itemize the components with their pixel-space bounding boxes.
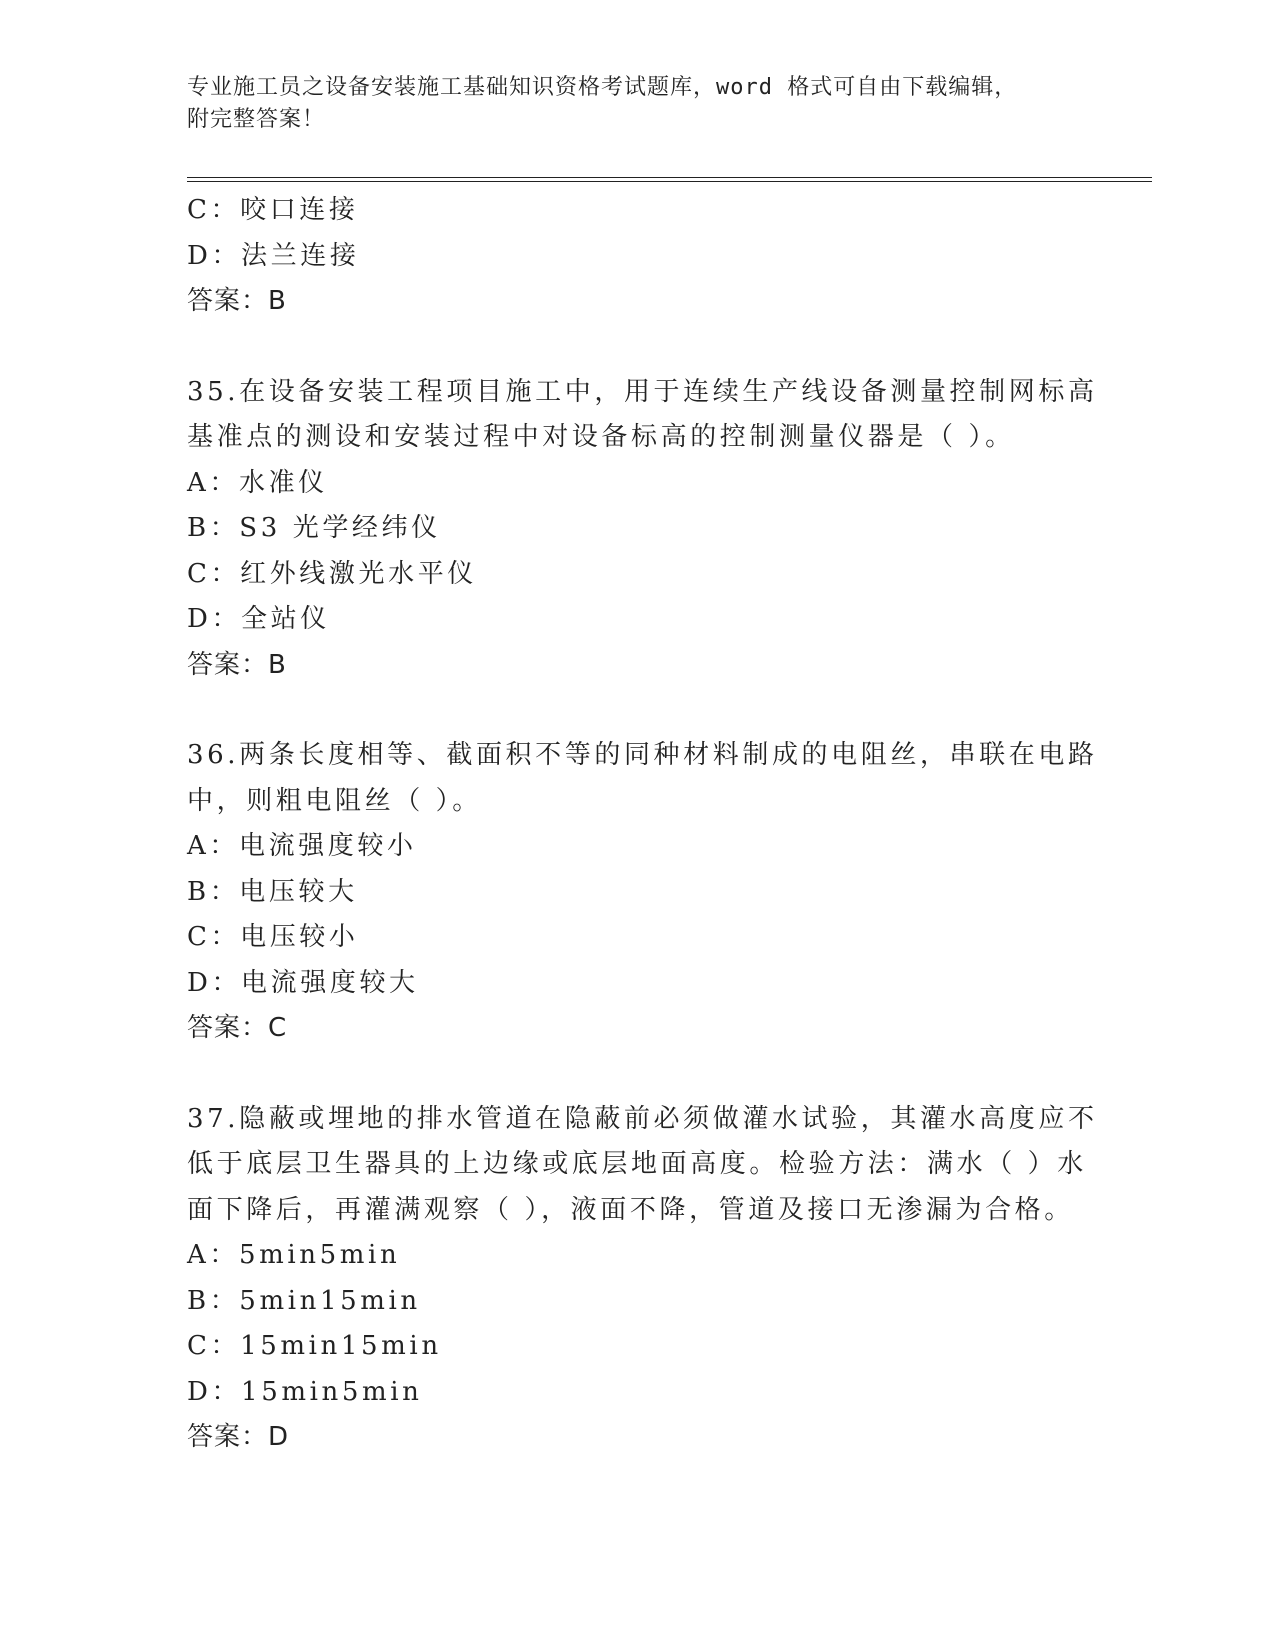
option-c: C：15min15min [187,1331,442,1361]
question-list [187,188,1098,1461]
option-d: D：15min5min [187,1376,423,1407]
answer-line: 答案：D [187,1422,290,1452]
option-b: B：电压较大 [187,876,358,907]
option-c: C：红外线激光水平仪 [187,558,477,589]
option-b: B：S3 光学经纬仪 [187,513,441,543]
header-line: 附完整答案！ [187,107,326,132]
option-b: B：5min15min [187,1285,421,1316]
header-line: 专业施工员之设备安装施工基础知识资格考试题库，word 格式可自由下载编辑， [187,75,1018,100]
question-stem: 低于底层卫生器具的上边缘或底层地面高度。检验方法：满水（ ）水 [187,1149,1087,1179]
question-34-continued [187,188,1087,325]
question-stem: 36.两条长度相等、截面积不等的同种材料制成的电阻丝，串联在电路 [187,740,1098,770]
question-stem: 37.隐蔽或埋地的排水管道在隐蔽前必须做灌水试验，其灌水高度应不 [187,1103,1098,1134]
option-d: D：全站仪 [187,604,330,634]
question-37 [187,1097,1098,1461]
header-divider [187,181,1152,182]
option-d: D：电流强度较大 [187,967,419,998]
option-d: D：法兰连接 [187,240,360,271]
option-c: C：电压较小 [187,922,359,952]
option-a: A：水准仪 [187,467,328,498]
question-35 [187,370,1098,689]
question-stem: 35.在设备安装工程项目施工中，用于连续生产线设备测量控制网标高 [187,376,1098,407]
answer-line: 答案：B [187,286,287,316]
question-stem: 中，则粗电阻丝（ ）。 [187,785,482,816]
answer-line: 答案：C [187,1013,288,1043]
option-c: C：咬口连接 [187,195,359,225]
question-36 [187,733,1098,1052]
document-header [187,72,1067,136]
option-a: A：电流强度较小 [187,831,417,861]
question-stem: 面下降后，再灌满观察（ ），液面不降，管道及接口无渗漏为合格。 [187,1194,1074,1225]
option-a: A：5min5min [187,1240,401,1270]
header-divider [187,177,1152,178]
question-stem: 基准点的测设和安装过程中对设备标高的控制测量仪器是（ ）。 [187,422,1015,452]
answer-line: 答案：B [187,649,287,680]
